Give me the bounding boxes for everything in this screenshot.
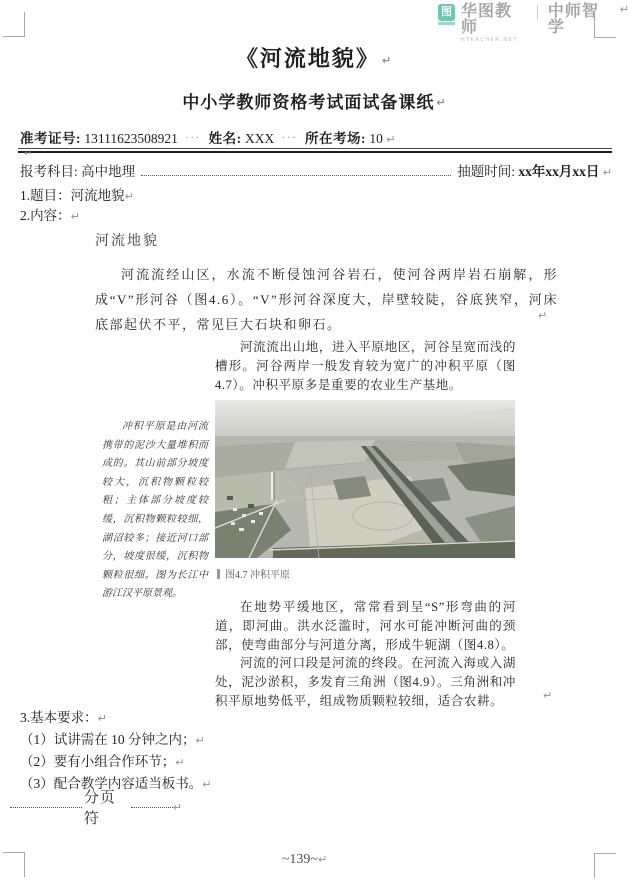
candidate-info-row (20, 127, 395, 147)
return-mark: ↵ (317, 853, 328, 866)
room-value: 10 (369, 131, 383, 146)
return-mark: ↵ (124, 190, 134, 203)
brand-name-primary: 华图教师 (461, 3, 513, 36)
page-break-dots-left (10, 807, 82, 808)
page-break-marker (10, 786, 182, 828)
dotted-leader (141, 175, 451, 176)
return-mark: ↵ (602, 166, 612, 179)
return-mark: ↵ (543, 689, 553, 702)
topic-line: 1.题目：河流地貌↵ (20, 188, 134, 203)
space-marks: ··· (185, 133, 202, 144)
excerpt-paragraph-4: 河流的河口段是河流的终段。在河流入海或入湖处，泥沙淤积，多发育三角洲（图4.9）。三角洲和冲积平原地势低平，组成物质颗粒较细，适合农耕。 (215, 656, 516, 708)
excerpt-paragraph-3: 在地势平缓地区，常常看到呈“S”形弯曲的河道，即河曲。洪水泛滥时，河水可能冲断河曲的颈部，使弯曲部分与河道分离，形成牛轭湖（图4.8）。 (215, 600, 516, 652)
requirement-item-3: （3）配合教学内容适当板书。↵ (20, 776, 212, 791)
requirement-item-2: （2）要有小组合作环节；↵ (20, 754, 185, 769)
exam-no-label: 准考证号: (20, 131, 81, 146)
return-mark: ↵ (436, 96, 447, 109)
excerpt-margin-note: 冲积平原是由河流携带的泥沙大量堆积而成的。其山前部分坡度较大，沉积物颗粒较粗；主体部分坡度较缓，沉积物颗粒较细，湖沼较多；接近河口部分，坡度很缓，沉积物颗粒很细。图为长江中游江汉平原景观。 (102, 421, 208, 600)
return-mark: ↵ (386, 133, 396, 146)
aerial-photo-graphic (215, 400, 515, 558)
exam-no-value: 13111623508921 (84, 131, 178, 146)
return-mark: ↵ (172, 800, 182, 814)
subject-label: 报考科目: (20, 164, 78, 179)
excerpt-paragraph-2: 河流流出山地，进入平原地区，河谷呈宽而浅的槽形。河谷两岸一般发育较为宽广的冲积平原（图4.7）。冲积平原多是重要的农业生产基地。 (215, 340, 516, 392)
requirements-title: 3.基本要求：↵ (20, 710, 107, 725)
aerial-photo-alluvial-plain (215, 400, 515, 558)
space-marks: ··· (281, 133, 298, 144)
header-double-rule (18, 148, 612, 153)
excerpt-paragraph-1: 河流流经山区，水流不断侵蚀河谷岩石，使河谷两岸岩石崩解，形成“V”形河谷（图4.6）。“V”形河谷深度大，岸壁较陡，谷底狭窄，河床底部起伏不平，常见巨大石块和卵石。 (95, 267, 558, 332)
return-mark: ↵ (97, 712, 107, 725)
draw-time-value: xx年xx月xx日 (518, 164, 600, 179)
subject-row (20, 160, 612, 180)
return-mark: ↵ (202, 778, 212, 791)
brand-badge-icon: 图 (438, 4, 455, 25)
draw-time-label: 抽题时间: (457, 164, 516, 179)
subject-value: 高中地理 (81, 164, 136, 179)
brand-divider (537, 5, 538, 20)
page-break-label: 分页符 (83, 790, 116, 827)
crop-mark-top-left (3, 12, 25, 37)
return-mark: ↵ (70, 210, 80, 223)
room-label: 所在考场: (305, 131, 366, 146)
return-mark: ↵ (381, 54, 394, 67)
document-title: 《河流地貌》 ↵ (235, 46, 394, 71)
document-subtitle: 中小学教师资格考试面试备课纸 ↵ (182, 93, 447, 112)
figure-caption: 图4.7 冲积平原 (217, 566, 290, 581)
brand-name-primary-sub: HTEACHER.NET (461, 37, 518, 43)
content-line: 2.内容：↵ (20, 208, 80, 223)
brand-header (438, 4, 629, 43)
requirement-item-1: （1）试讲需在 10 分钟之内；↵ (20, 732, 205, 747)
return-mark: ↵ (175, 756, 185, 769)
return-mark: ↵ (538, 309, 548, 322)
page-number: ~139~↵ (281, 852, 328, 867)
return-mark: ↵ (195, 734, 205, 747)
name-value: XXX (245, 131, 275, 146)
return-mark: ↵ (24, 149, 32, 159)
page-break-dots-right (131, 807, 173, 808)
name-label: 姓名: (208, 131, 242, 146)
brand-name-secondary: 中师智学 (547, 3, 599, 36)
excerpt-heading: 河流地貌 (95, 232, 159, 248)
caption-bar-icon (217, 569, 220, 579)
return-mark: ↵ (619, 3, 629, 16)
